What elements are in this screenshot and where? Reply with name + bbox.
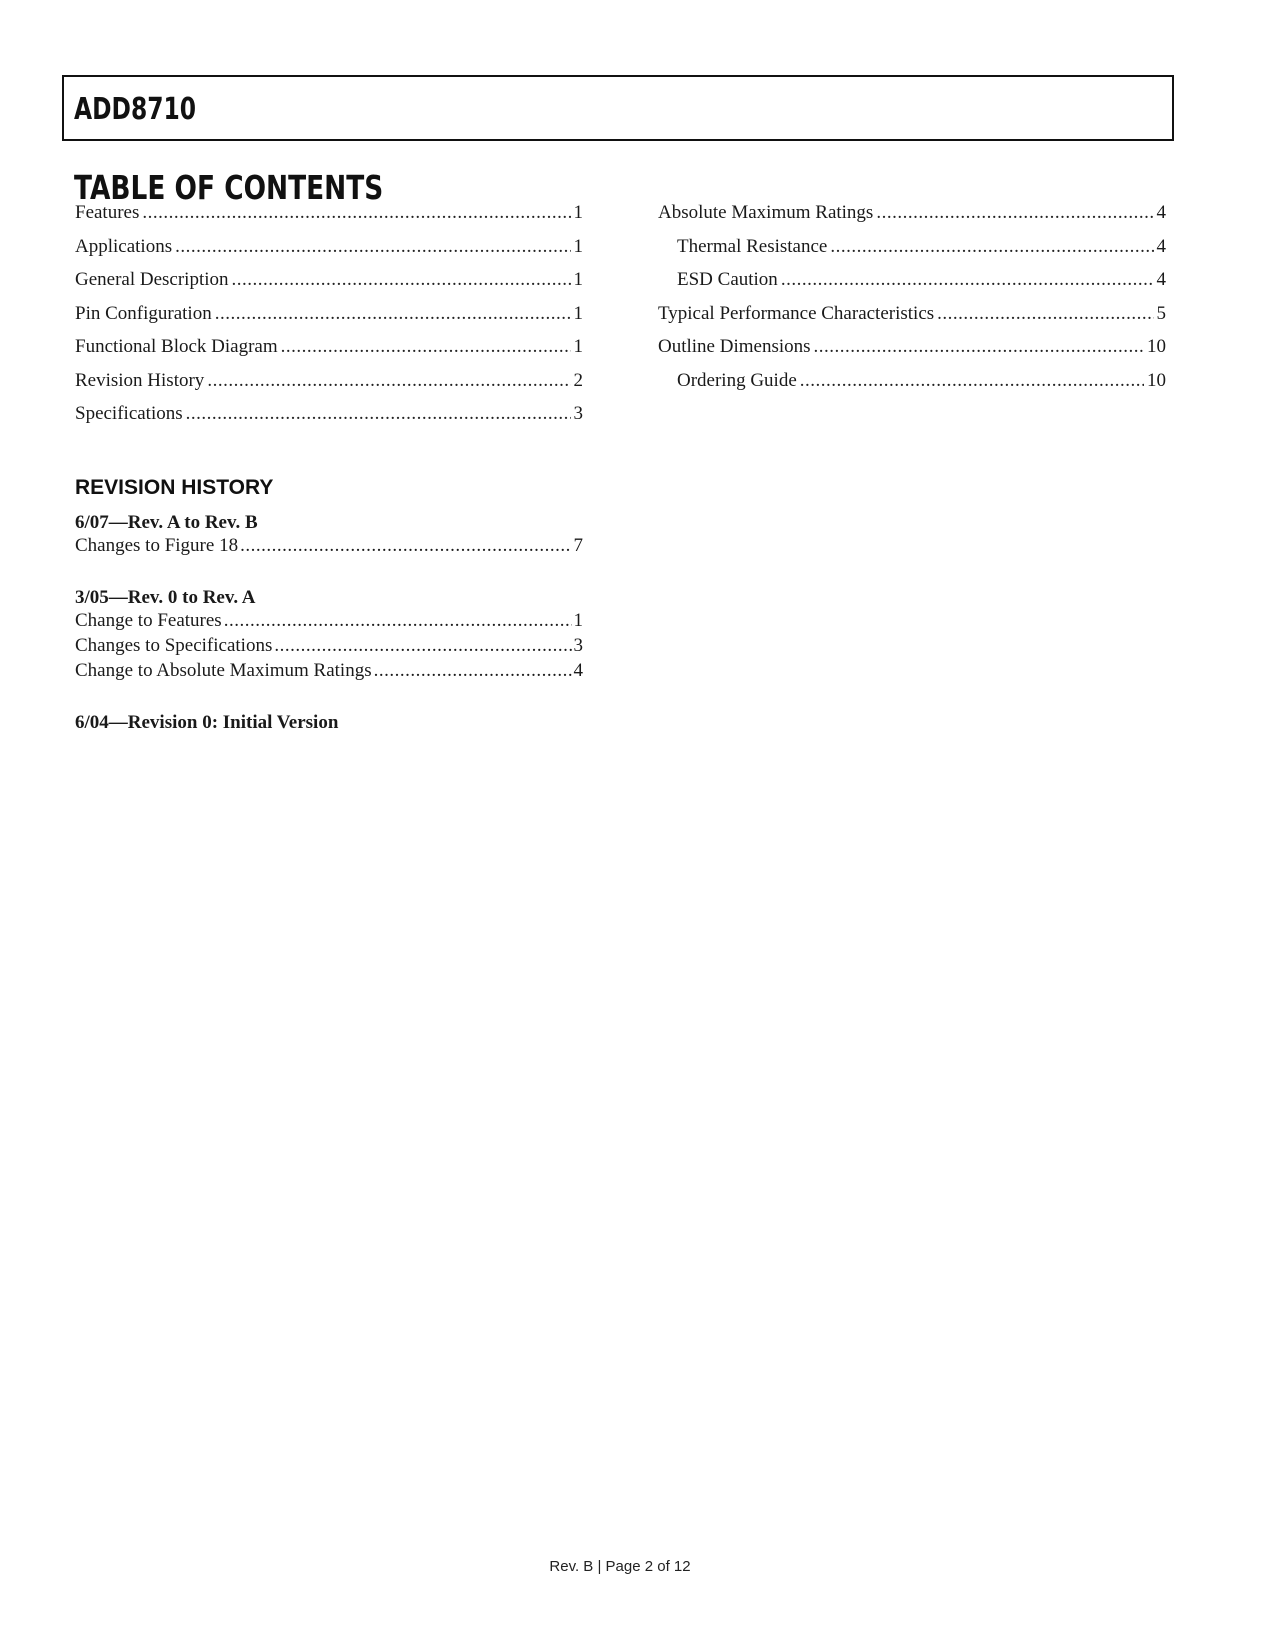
toc-entry-label: Features [75, 202, 140, 223]
revision-item [75, 610, 583, 635]
dot-leader [142, 202, 570, 224]
toc-entry-label: Outline Dimensions [658, 336, 811, 357]
toc-entry-label: General Description [75, 269, 229, 290]
dot-leader [186, 403, 571, 425]
dot-leader [281, 336, 571, 358]
toc-entry-label: Specifications [75, 403, 183, 424]
toc-entry-specifications[interactable] [75, 403, 583, 437]
toc-entry-revision-history[interactable] [75, 370, 583, 404]
revision-subheading: 3/05—Rev. 0 to Rev. A [75, 587, 256, 608]
toc-entry-label: Applications [75, 235, 173, 257]
revision-item-label: Change to Features [75, 610, 222, 631]
dot-leader [800, 370, 1144, 392]
toc-entry-page: 4 [1156, 269, 1166, 290]
revision-item [75, 660, 583, 685]
revision-item-page: 1 [573, 610, 583, 631]
toc-heading: TABLE OF CONTENTS [74, 168, 384, 207]
document-title: ADD8710 [74, 92, 197, 127]
dot-leader [781, 269, 1154, 291]
toc-entry-functional-block-diagram[interactable] [75, 336, 583, 370]
toc-entry-general-description[interactable] [75, 269, 583, 303]
revision-history-heading: REVISION HISTORY [75, 476, 274, 499]
revision-subheading: 6/07—Rev. A to Rev. B [75, 512, 258, 533]
header-frame [62, 75, 1174, 141]
toc-entry-page: 3 [573, 403, 583, 424]
dot-leader [937, 303, 1153, 325]
toc-entry-page: 10 [1147, 336, 1166, 357]
toc-entry-page: 1 [573, 336, 583, 357]
toc-entry-label: Absolute Maximum Ratings [658, 202, 874, 223]
toc-entry-thermal-resistance[interactable] [658, 236, 1166, 270]
toc-entry-page: 1 [573, 235, 583, 257]
revision-block-rev-a [75, 585, 583, 685]
toc-entry-label: Revision History [75, 369, 205, 391]
toc-entry-page: 4 [1156, 202, 1166, 223]
toc-entry-label: Ordering Guide [677, 369, 797, 391]
dot-leader [232, 269, 571, 291]
revision-item-label: Changes to Figure 18 [75, 535, 239, 556]
toc-entry-features[interactable] [75, 202, 583, 236]
toc-entry-page: 1 [573, 269, 583, 290]
revision-item [75, 535, 583, 560]
dot-leader [175, 236, 570, 258]
dot-leader [240, 535, 571, 557]
revision-item-page: 3 [573, 635, 583, 656]
toc-entry-label: Typical Performance Characteristics [658, 302, 935, 324]
page-footer: Rev. B | Page 2 of 12 [549, 1558, 691, 1575]
toc-entry-pin-configuration[interactable] [75, 303, 583, 337]
dot-leader [830, 236, 1153, 258]
revision-block-rev-0 [75, 710, 583, 735]
toc-right-column [658, 202, 1166, 403]
toc-entry-page: 4 [1156, 235, 1166, 257]
toc-entry-outline-dimensions[interactable] [658, 336, 1166, 370]
toc-entry-page: 1 [573, 202, 583, 223]
toc-entry-label: ESD Caution [677, 269, 778, 290]
revision-item-label: Changes to Specifications [75, 635, 273, 656]
toc-entry-page: 2 [573, 369, 583, 391]
revision-item-page: 7 [573, 535, 583, 556]
revision-item [75, 635, 583, 660]
toc-entry-page: 5 [1156, 302, 1166, 324]
dot-leader [876, 202, 1153, 224]
revision-item-page: 4 [573, 660, 583, 681]
dot-leader [374, 660, 572, 682]
toc-entry-esd-caution[interactable] [658, 269, 1166, 303]
revision-subheading: 6/04—Revision 0: Initial Version [75, 712, 339, 733]
toc-entry-label: Thermal Resistance [677, 235, 828, 257]
toc-entry-page: 10 [1147, 369, 1166, 391]
toc-left-column [75, 202, 583, 437]
dot-leader [224, 610, 572, 632]
dot-leader [207, 370, 570, 392]
dot-leader [814, 336, 1144, 358]
toc-entry-typical-performance-characteristics[interactable] [658, 303, 1166, 337]
toc-entry-label: Pin Configuration [75, 302, 212, 324]
toc-entry-absolute-maximum-ratings[interactable] [658, 202, 1166, 236]
toc-entry-page: 1 [573, 302, 583, 324]
revision-block-rev-b [75, 510, 583, 560]
dot-leader [215, 303, 571, 325]
dot-leader [274, 635, 571, 657]
revision-item-label: Change to Absolute Maximum Ratings [75, 660, 372, 681]
toc-entry-label: Functional Block Diagram [75, 336, 278, 357]
toc-entry-applications[interactable] [75, 236, 583, 270]
toc-entry-ordering-guide[interactable] [658, 370, 1166, 404]
